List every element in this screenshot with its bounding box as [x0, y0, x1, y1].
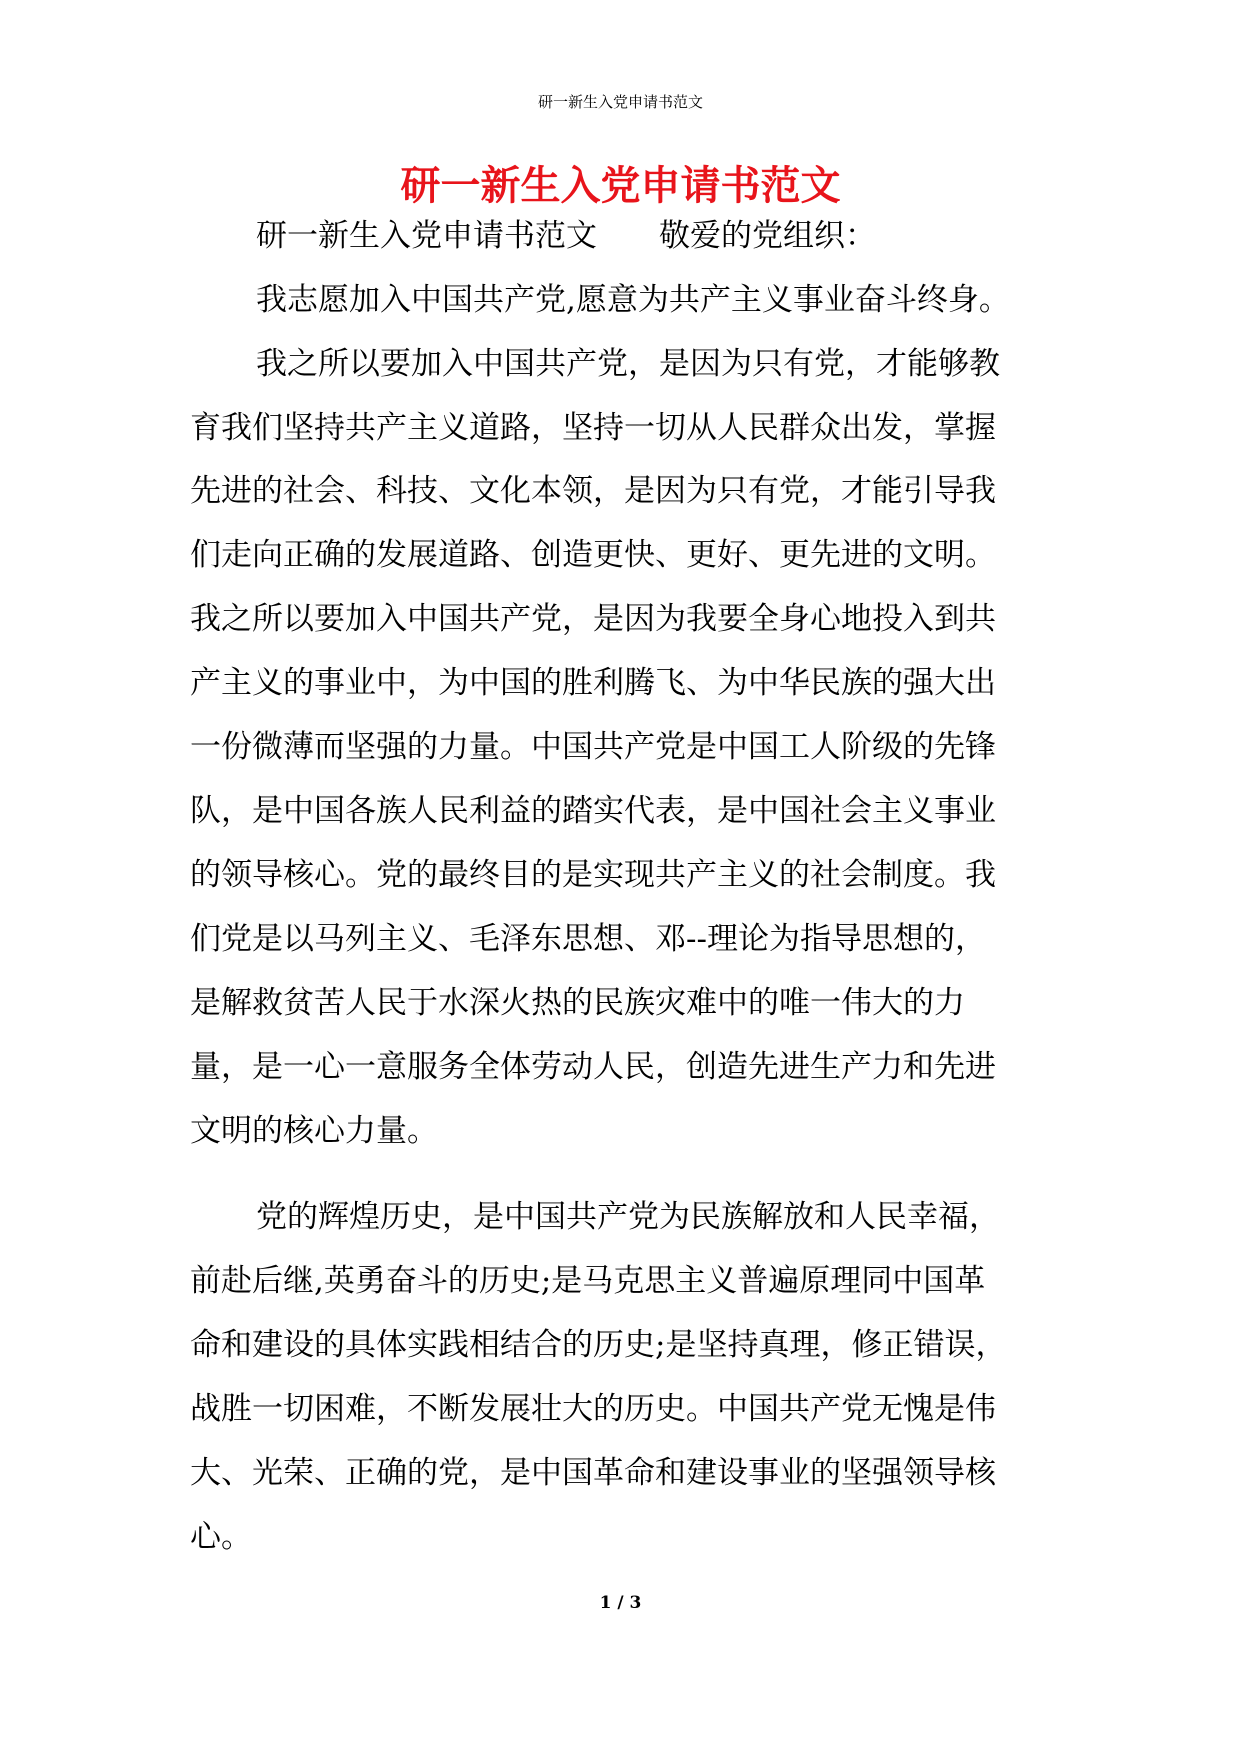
body-line: 心。 — [190, 1519, 252, 1555]
body-line: 命和建设的具体实践相结合的历史;是坚持真理，修正错误， — [190, 1327, 1007, 1363]
body-line: 育我们坚持共产主义道路，坚持一切从人民群众出发，掌握 — [190, 410, 996, 446]
body-line: 产主义的事业中，为中国的胜利腾飞、为中华民族的强大出 — [190, 665, 996, 701]
body-line: 们走向正确的发展道路、创造更快、更好、更先进的文明。 — [190, 537, 996, 573]
body-line: 量，是一心一意服务全体劳动人民，创造先进生产力和先进 — [190, 1049, 996, 1085]
running-header: 研一新生入党申请书范文 — [537, 93, 703, 111]
document-title: 研一新生入党申请书范文 — [400, 162, 841, 209]
body-line: 我之所以要加入中国共产党，是因为只有党，才能够教 — [256, 346, 1000, 382]
body-line: 我志愿加入中国共产党,愿意为共产主义事业奋斗终身。 — [256, 282, 1010, 318]
body-line: 是解救贫苦人民于水深火热的民族灾难中的唯一伟大的力 — [190, 985, 965, 1021]
body-line: 研一新生入党申请书范文 敬爱的党组织： — [256, 218, 876, 254]
body-line: 战胜一切困难，不断发展壮大的历史。中国共产党无愧是伟 — [190, 1391, 996, 1427]
body-line: 我之所以要加入中国共产党，是因为我要全身心地投入到共 — [190, 601, 996, 637]
body-line: 的领导核心。党的最终目的是实现共产主义的社会制度。我 — [190, 857, 996, 893]
body-line: 队，是中国各族人民利益的踏实代表，是中国社会主义事业 — [190, 793, 996, 829]
body-line: 前赴后继,英勇奋斗的历史;是马克思主义普遍原理同中国革 — [190, 1263, 986, 1299]
body-line: 们党是以马列主义、毛泽东思想、邓--理论为指导思想的， — [190, 921, 986, 957]
body-line: 一份微薄而坚强的力量。中国共产党是中国工人阶级的先锋 — [190, 729, 996, 765]
body-line: 先进的社会、科技、文化本领，是因为只有党，才能引导我 — [190, 473, 996, 509]
body-line: 党的辉煌历史，是中国共产党为民族解放和人民幸福， — [256, 1199, 1000, 1235]
body-line: 文明的核心力量。 — [190, 1113, 438, 1149]
page-number: 1 / 3 — [599, 1593, 642, 1613]
body-line: 大、光荣、正确的党，是中国革命和建设事业的坚强领导核 — [190, 1455, 996, 1491]
